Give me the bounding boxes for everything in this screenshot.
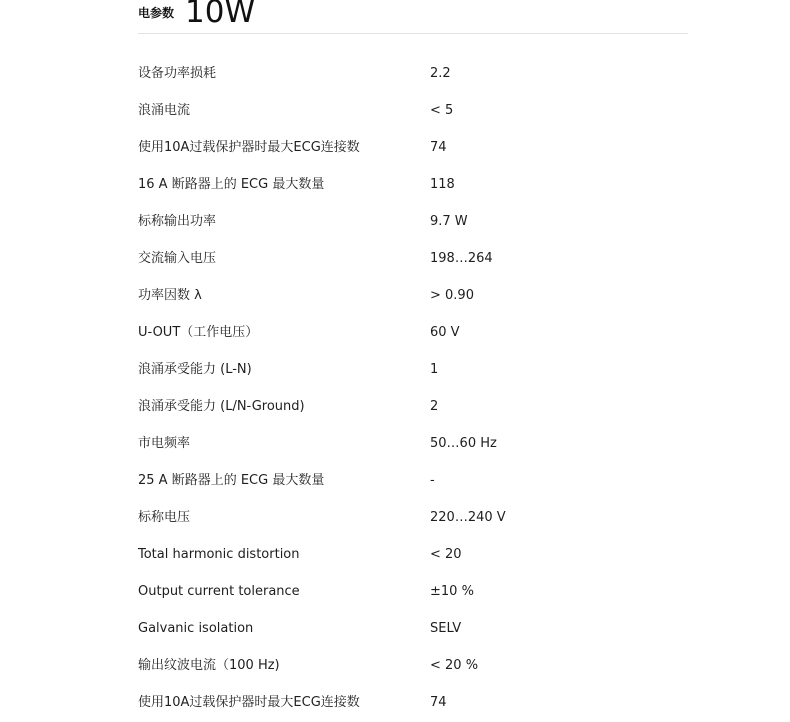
spec-value: > 0.90 (430, 288, 474, 303)
spec-row (138, 389, 688, 426)
spec-value: ±10 % (430, 584, 474, 599)
spec-label: 浪涌承受能力 (L-N) (138, 362, 252, 377)
spec-value: 60 V (430, 325, 460, 340)
spec-row (138, 685, 688, 722)
spec-list (138, 56, 688, 722)
spec-label: 浪涌承受能力 (L/N-Ground) (138, 399, 305, 414)
spec-label: 交流输入电压 (138, 251, 217, 266)
spec-label: 16 A 断路器上的 ECG 最大数量 (138, 177, 325, 192)
spec-label: 功率因数 λ (138, 288, 202, 303)
spec-row (138, 537, 688, 574)
spec-value: 2 (430, 399, 439, 414)
spec-label: 设备功率损耗 (138, 66, 217, 81)
spec-row (138, 56, 688, 93)
spec-row (138, 167, 688, 204)
spec-label: Galvanic isolation (138, 621, 254, 636)
section-title: 电参数 (138, 6, 175, 20)
spec-row (138, 93, 688, 130)
spec-label: 输出纹波电流（100 Hz) (138, 658, 280, 673)
spec-label: 使用10A过载保护器时最大ECG连接数 (138, 695, 360, 710)
spec-value: 9.7 W (430, 214, 468, 229)
spec-row (138, 278, 688, 315)
spec-value: - (430, 473, 435, 488)
spec-value: < 5 (430, 103, 454, 118)
spec-row (138, 352, 688, 389)
spec-label: 市电频率 (138, 436, 191, 451)
spec-label: 标称输出功率 (138, 214, 217, 229)
spec-row (138, 648, 688, 685)
spec-value: 2.2 (430, 66, 451, 81)
spec-value: 1 (430, 362, 439, 377)
spec-row (138, 463, 688, 500)
spec-value: 50…60 Hz (430, 436, 497, 451)
spec-row (138, 204, 688, 241)
spec-label: Output current tolerance (138, 584, 300, 599)
spec-value: SELV (430, 621, 462, 636)
spec-label: Total harmonic distortion (138, 547, 300, 562)
spec-value: 198…264 (430, 251, 493, 266)
section-header (138, 0, 688, 34)
spec-row (138, 426, 688, 463)
spec-label: 浪涌电流 (138, 103, 191, 118)
spec-row (138, 241, 688, 278)
spec-row (138, 500, 688, 537)
spec-value: 74 (430, 695, 447, 710)
spec-value: < 20 (430, 547, 462, 562)
spec-value: 74 (430, 140, 447, 155)
spec-label: 使用10A过载保护器时最大ECG连接数 (138, 140, 360, 155)
spec-value: < 20 % (430, 658, 479, 673)
spec-label: U-OUT（工作电压） (138, 325, 259, 340)
spec-row (138, 130, 688, 167)
spec-label: 标称电压 (138, 510, 191, 525)
spec-row (138, 315, 688, 352)
spec-label: 25 A 断路器上的 ECG 最大数量 (138, 473, 325, 488)
spec-value: 220…240 V (430, 510, 506, 525)
spec-value: 118 (430, 177, 455, 192)
spec-row (138, 611, 688, 648)
spec-row (138, 574, 688, 611)
power-rating-title: 10W (185, 0, 256, 30)
